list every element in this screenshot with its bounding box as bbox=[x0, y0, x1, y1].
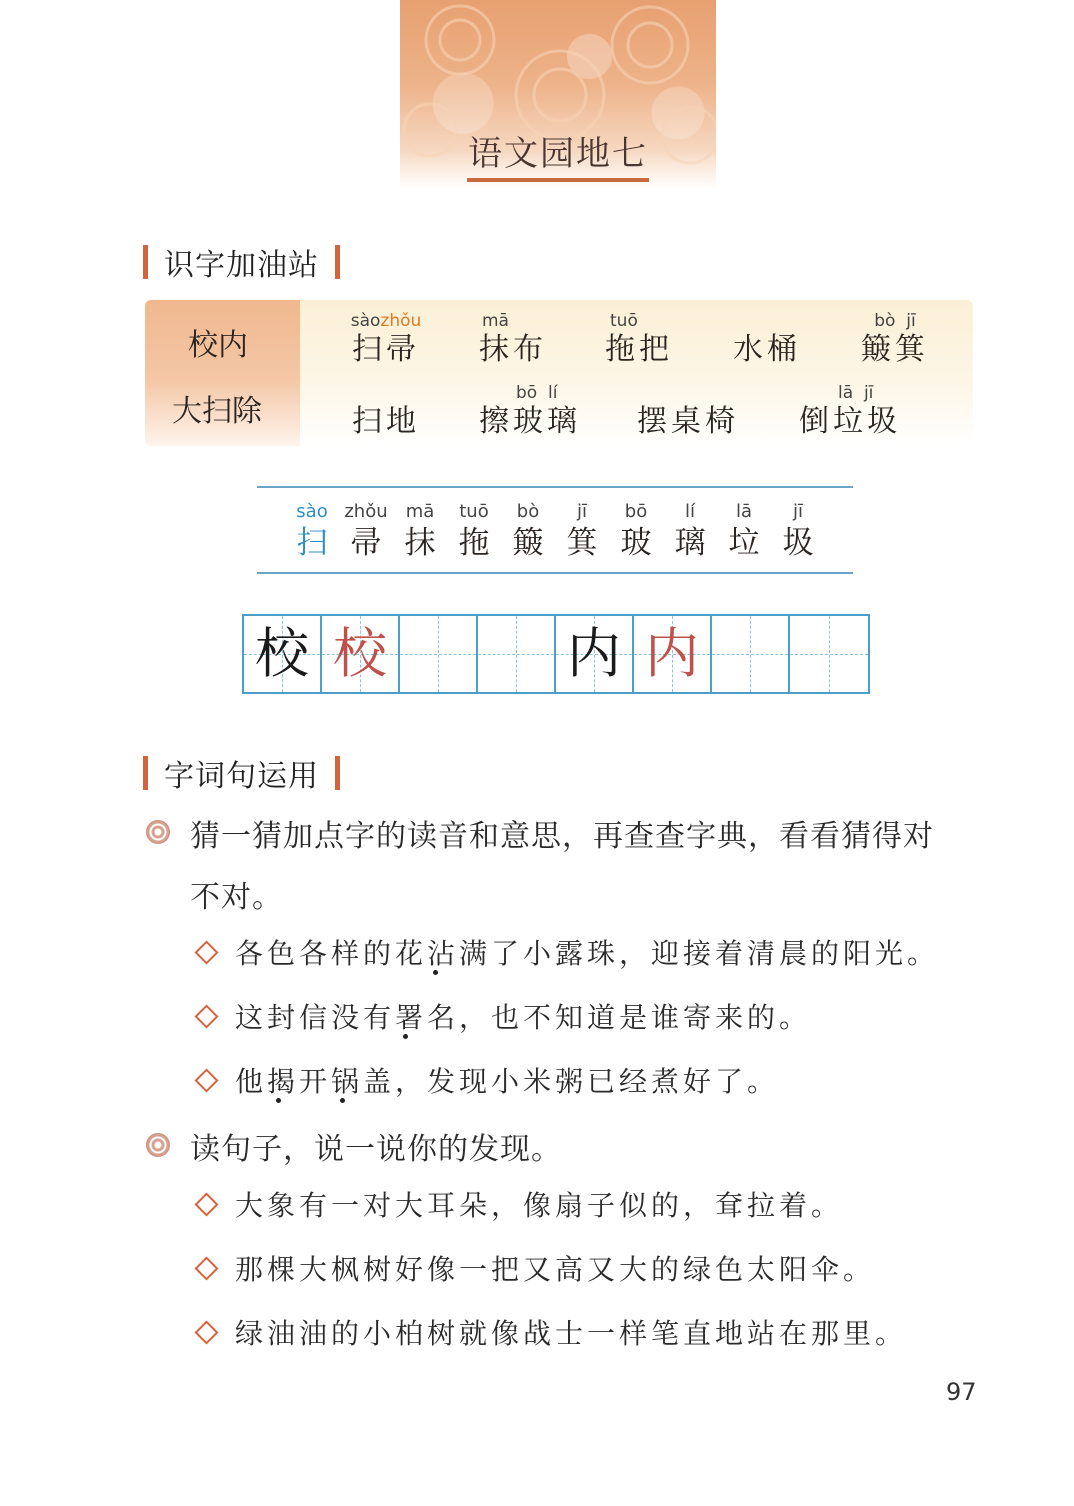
character-hanzi: 垃 bbox=[728, 525, 760, 561]
section-head-literacy bbox=[143, 240, 340, 284]
vocab-hanzi: 水桶 bbox=[733, 332, 801, 367]
exercise1-item bbox=[194, 996, 811, 1036]
diamond-bullet-icon bbox=[194, 1320, 218, 1344]
character-hanzi: 圾 bbox=[782, 525, 814, 561]
vocab-pinyin bbox=[626, 382, 750, 404]
emphasis-dot bbox=[276, 1098, 281, 1103]
vocab-pinyin: bò jī bbox=[874, 311, 916, 331]
exercise-bullet-icon bbox=[146, 820, 170, 844]
vocab-pinyin bbox=[340, 382, 432, 404]
character-pinyin: bō bbox=[624, 501, 648, 522]
grid-cell-empty bbox=[712, 616, 790, 692]
grid-char-trace: 校 bbox=[333, 622, 387, 685]
exercise1-sentence: 各色各样的花沾满了小露珠，迎接着清晨的阳光。 bbox=[235, 937, 940, 970]
exercise1-sentence: 他揭开锅盖，发现小米粥已经煮好了。 bbox=[235, 1065, 780, 1098]
grid-cell bbox=[556, 616, 634, 692]
vocab-word bbox=[722, 310, 812, 368]
character-hanzi: 箕 bbox=[566, 525, 598, 561]
section-bar-right bbox=[335, 245, 340, 279]
grid-cell-empty bbox=[478, 616, 556, 692]
vocab-pinyin: bō lí bbox=[516, 383, 558, 403]
character-pinyin: sào bbox=[296, 501, 328, 522]
vocab-hanzi: 扫帚 bbox=[352, 332, 420, 367]
exercise-bullet-icon bbox=[146, 1133, 170, 1157]
exercise2-item bbox=[194, 1184, 843, 1224]
grid-char-trace: 内 bbox=[645, 622, 699, 685]
new-character bbox=[447, 500, 501, 562]
grid-cell-empty bbox=[400, 616, 478, 692]
vocab-word bbox=[788, 382, 912, 440]
exercise1-item bbox=[194, 1060, 779, 1100]
new-character bbox=[717, 500, 771, 562]
panel-topic-line1: 校内 bbox=[188, 328, 248, 363]
character-pinyin: zhǒu bbox=[344, 501, 388, 522]
character-pinyin: mā bbox=[405, 501, 435, 522]
new-character bbox=[771, 500, 825, 562]
exercise2-item bbox=[194, 1312, 907, 1352]
grid-cell bbox=[322, 616, 400, 692]
new-characters-strip bbox=[285, 500, 825, 562]
character-hanzi: 拖 bbox=[458, 525, 490, 561]
vocab-word bbox=[340, 382, 432, 440]
page-number: 97 bbox=[946, 1378, 977, 1406]
exercise1-sentence: 这封信没有署名，也不知道是谁寄来的。 bbox=[235, 1001, 812, 1034]
character-hanzi: 簸 bbox=[512, 525, 544, 561]
character-pinyin: jī bbox=[576, 501, 587, 522]
new-character bbox=[339, 500, 393, 562]
character-pinyin: lā bbox=[735, 501, 753, 522]
new-character bbox=[555, 500, 609, 562]
grid-char: 校 bbox=[255, 622, 309, 685]
new-character bbox=[285, 500, 339, 562]
character-pinyin: jī bbox=[792, 501, 803, 522]
vocab-pinyin: sàozhǒu bbox=[350, 311, 422, 331]
strip-top-line bbox=[257, 486, 853, 488]
new-character bbox=[393, 500, 447, 562]
emphasis-dot bbox=[433, 970, 438, 975]
character-hanzi: 扫 bbox=[296, 525, 328, 561]
exercise1-prompt: 猜一猜加点字的读音和意思，再查查字典，看看猜得对 bbox=[190, 819, 934, 854]
section-bar-right bbox=[335, 756, 340, 790]
exercise2-sentence: 那棵大枫树好像一把又高又大的绿色太阳伞。 bbox=[235, 1253, 876, 1286]
new-character bbox=[609, 500, 663, 562]
new-character bbox=[501, 500, 555, 562]
diamond-bullet-icon bbox=[194, 1004, 218, 1028]
vocab-word bbox=[850, 310, 940, 368]
vocab-pinyin: tuō bbox=[610, 311, 638, 331]
exercise2-prompt: 读句子，说一说你的发现。 bbox=[190, 1132, 562, 1167]
chapter-title: 语文园地七 bbox=[468, 134, 648, 174]
writing-grid bbox=[242, 614, 870, 694]
strip-bottom-line bbox=[257, 572, 853, 574]
panel-topic-line2: 大扫除 bbox=[172, 394, 262, 429]
vocab-hanzi: 抹布 bbox=[479, 332, 547, 367]
grid-char: 内 bbox=[567, 622, 621, 685]
vocab-word bbox=[340, 310, 432, 368]
diamond-bullet-icon bbox=[194, 1068, 218, 1092]
exercise1-item bbox=[194, 932, 939, 972]
emphasis-dot bbox=[403, 1034, 408, 1039]
title-underline bbox=[467, 178, 649, 182]
vocab-word bbox=[594, 310, 684, 368]
character-pinyin: bò bbox=[516, 501, 540, 522]
character-hanzi: 玻 bbox=[620, 525, 652, 561]
diamond-bullet-icon bbox=[194, 940, 218, 964]
character-hanzi: 帚 bbox=[350, 525, 382, 561]
character-pinyin: tuō bbox=[459, 501, 489, 522]
chapter-banner bbox=[400, 0, 716, 188]
character-pinyin: lí bbox=[684, 501, 695, 522]
section-label-literacy: 识字加油站 bbox=[164, 248, 319, 283]
diamond-bullet-icon bbox=[194, 1256, 218, 1280]
character-hanzi: 抹 bbox=[404, 525, 436, 561]
vocab-hanzi: 倒垃圾 bbox=[799, 404, 901, 439]
new-character bbox=[663, 500, 717, 562]
exercise1-prompt-cont: 不对。 bbox=[190, 880, 283, 915]
vocab-pinyin bbox=[722, 310, 812, 332]
emphasis-dot bbox=[340, 1098, 345, 1103]
vocab-hanzi: 摆桌椅 bbox=[637, 404, 739, 439]
exercise2-item bbox=[194, 1248, 875, 1288]
vocab-hanzi: 拖把 bbox=[605, 332, 673, 367]
character-hanzi: 璃 bbox=[674, 525, 706, 561]
vocab-word bbox=[468, 310, 558, 368]
grid-cell bbox=[244, 616, 322, 692]
vocab-hanzi: 擦玻璃 bbox=[479, 404, 581, 439]
vocab-hanzi: 扫地 bbox=[352, 404, 420, 439]
exercise2-sentence: 绿油油的小柏树就像战士一样笔直地站在那里。 bbox=[235, 1317, 908, 1350]
vocab-pinyin: mā bbox=[482, 311, 509, 331]
vocab-word bbox=[468, 382, 592, 440]
vocab-pinyin: lā jī bbox=[838, 383, 874, 403]
section-head-usage bbox=[143, 751, 340, 795]
exercise2-sentence: 大象有一对大耳朵，像扇子似的，耷拉着。 bbox=[235, 1189, 844, 1222]
vocab-word bbox=[626, 382, 750, 440]
section-label-usage: 字词句运用 bbox=[164, 759, 319, 794]
grid-cell-empty bbox=[790, 616, 868, 692]
grid-cell bbox=[634, 616, 712, 692]
diamond-bullet-icon bbox=[194, 1192, 218, 1216]
vocab-hanzi: 簸箕 bbox=[861, 332, 929, 367]
